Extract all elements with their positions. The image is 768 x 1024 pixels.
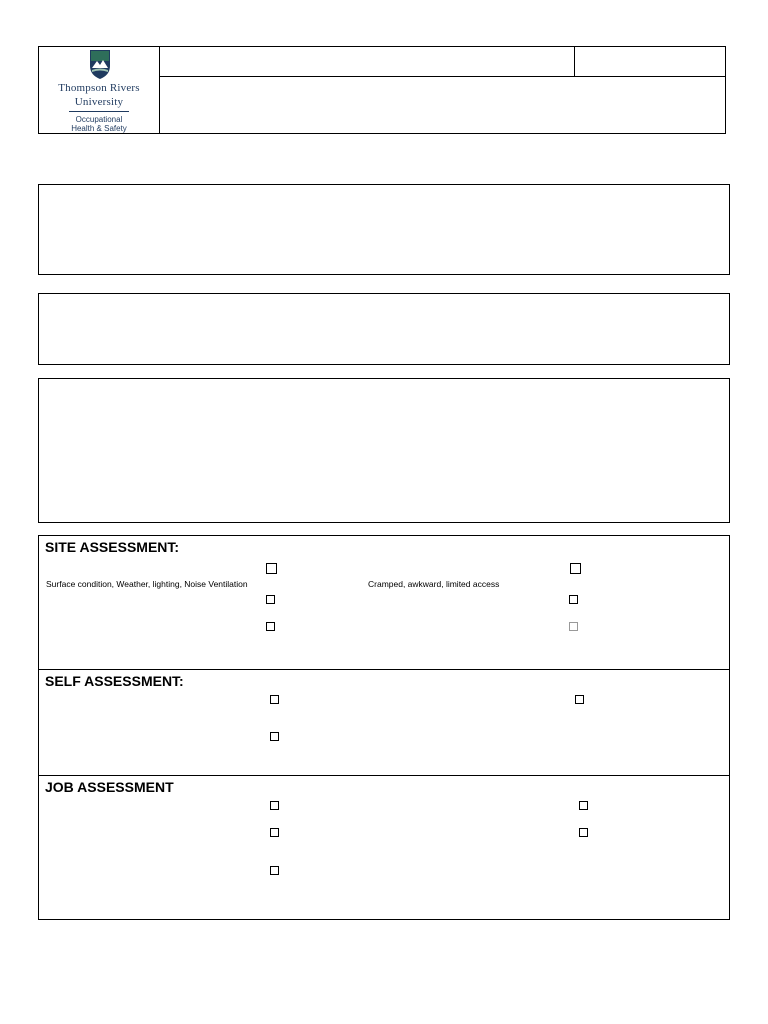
site-checkbox[interactable] [569,595,578,604]
site-checkbox[interactable] [570,563,581,574]
form-box-3[interactable] [38,378,730,523]
job-checkbox[interactable] [579,801,588,810]
self-assessment-title: SELF ASSESSMENT: [45,673,184,689]
job-assessment-section [39,776,729,919]
site-right-label: Cramped, awkward, limited access [368,579,500,589]
university-logo [39,47,160,133]
department-line2: Health & Safety [71,124,127,133]
document-title-cell[interactable] [160,47,575,77]
site-left-label: Surface condition, Weather, lighting, Noise Ventilation [46,579,248,589]
site-assessment-section [39,536,729,670]
self-checkbox[interactable] [270,732,279,741]
form-box-2[interactable] [38,293,730,365]
form-header [38,46,726,134]
department-line1: Occupational [75,115,123,124]
job-checkbox[interactable] [579,828,588,837]
document-number-cell[interactable] [575,47,725,77]
job-assessment-title: JOB ASSESSMENT [45,779,174,795]
site-checkbox[interactable] [569,622,578,631]
job-checkbox[interactable] [270,801,279,810]
university-name-line2: University [74,96,124,108]
site-checkbox[interactable] [266,563,277,574]
site-checkbox[interactable] [266,622,275,631]
site-checkbox[interactable] [266,595,275,604]
university-name-line1: Thompson Rivers [58,82,140,94]
self-checkbox[interactable] [575,695,584,704]
job-checkbox[interactable] [270,866,279,875]
site-assessment-title: SITE ASSESSMENT: [45,539,180,555]
form-box-1[interactable] [38,184,730,275]
tru-shield-icon [88,48,112,80]
self-checkbox[interactable] [270,695,279,704]
assessment-table [38,535,730,920]
logo-divider [69,111,129,112]
self-assessment-section [39,670,729,776]
document-subtitle-cell[interactable] [160,77,725,133]
job-checkbox[interactable] [270,828,279,837]
